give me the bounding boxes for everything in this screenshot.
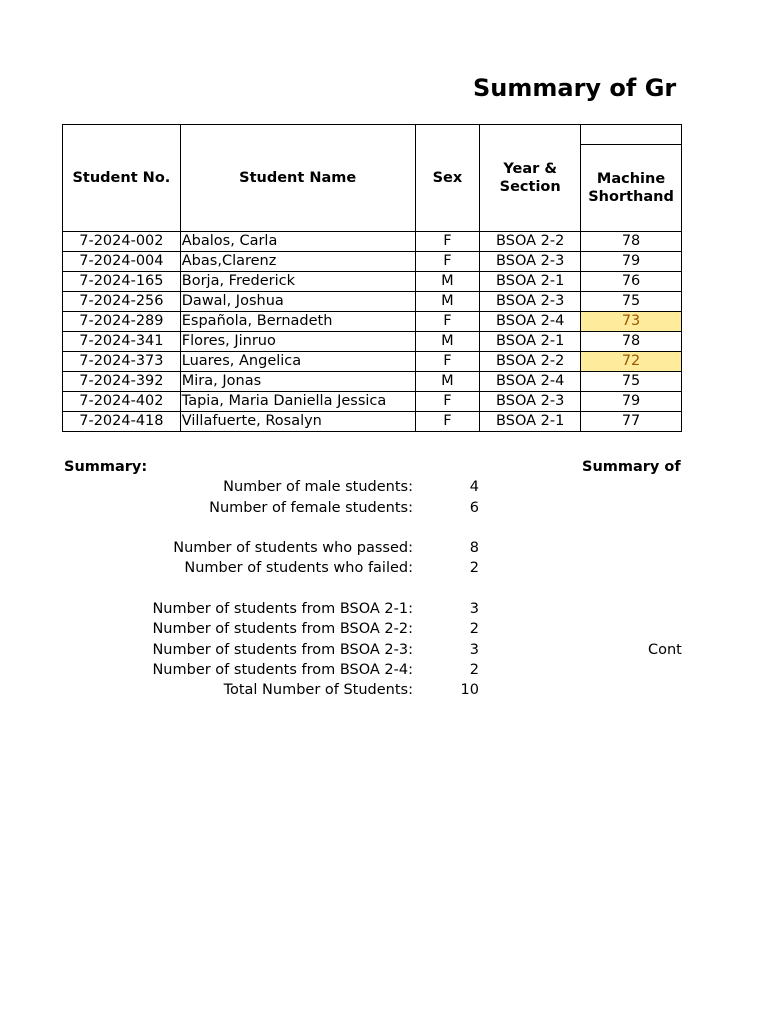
cell-student-name[interactable]: Dawal, Joshua <box>180 292 415 312</box>
cell-year-section[interactable]: BSOA 2-2 <box>480 352 581 372</box>
summary-label[interactable]: Number of students who passed: <box>173 540 413 557</box>
cell-student-no[interactable]: 7-2024-418 <box>63 412 181 432</box>
blank-row <box>64 579 479 599</box>
summary-label[interactable]: Number of female students: <box>209 499 413 516</box>
cell-machine-shorthand[interactable]: 75 <box>581 292 682 312</box>
summary-row-total <box>64 680 479 700</box>
cell-student-no[interactable]: 7-2024-392 <box>63 372 181 392</box>
summary-value[interactable]: 4 <box>469 479 479 496</box>
header-subject-group[interactable] <box>581 125 682 145</box>
header-student-no[interactable]: Student No. <box>63 125 181 232</box>
cell-student-name[interactable]: Abas,Clarenz <box>180 252 415 272</box>
summary-label[interactable]: Number of students from BSOA 2-3: <box>152 641 413 658</box>
table-row <box>63 332 682 352</box>
cell-year-section[interactable]: BSOA 2-1 <box>480 412 581 432</box>
cell-year-section[interactable]: BSOA 2-3 <box>480 392 581 412</box>
cell-student-no[interactable]: 7-2024-002 <box>63 232 181 252</box>
side-cont-text[interactable]: Cont <box>648 642 682 658</box>
summary-label[interactable]: Number of male students: <box>223 479 413 496</box>
cell-machine-shorthand[interactable]: 78 <box>581 232 682 252</box>
cell-machine-shorthand[interactable]: 78 <box>581 332 682 352</box>
cell-sex[interactable]: M <box>415 292 480 312</box>
table-row <box>63 312 682 332</box>
cell-sex[interactable]: F <box>415 392 480 412</box>
cell-sex[interactable]: M <box>415 332 480 352</box>
header-student-name[interactable]: Student Name <box>180 125 415 232</box>
summary-label[interactable]: Number of students from BSOA 2-2: <box>152 621 413 638</box>
table-row <box>63 392 682 412</box>
summary-section <box>64 457 479 701</box>
cell-student-no[interactable]: 7-2024-004 <box>63 252 181 272</box>
cell-sex[interactable]: M <box>415 372 480 392</box>
cell-machine-shorthand[interactable]: 76 <box>581 272 682 292</box>
summary-value[interactable]: 6 <box>469 499 479 516</box>
table-row <box>63 412 682 432</box>
header-year-section[interactable]: Year & Section <box>480 125 581 232</box>
cell-machine-shorthand[interactable]: 79 <box>581 252 682 272</box>
summary-value[interactable]: 2 <box>469 661 479 678</box>
cell-year-section[interactable]: BSOA 2-4 <box>480 372 581 392</box>
cell-machine-shorthand[interactable]: 73 <box>581 312 682 332</box>
blank-row <box>64 518 479 538</box>
cell-student-name[interactable]: Mira, Jonas <box>180 372 415 392</box>
cell-student-name[interactable]: Luares, Angelica <box>180 352 415 372</box>
page-title: Summary of Gr <box>473 74 677 102</box>
cell-student-no[interactable]: 7-2024-373 <box>63 352 181 372</box>
cell-student-name[interactable]: Tapia, Maria Daniella Jessica <box>180 392 415 412</box>
cell-year-section[interactable]: BSOA 2-1 <box>480 272 581 292</box>
summary-label[interactable]: Total Number of Students: <box>223 682 413 699</box>
cell-machine-shorthand[interactable]: 72 <box>581 352 682 372</box>
summary-value[interactable]: 3 <box>469 601 479 618</box>
cell-sex[interactable]: F <box>415 252 480 272</box>
summary-label[interactable]: Number of students from BSOA 2-1: <box>152 601 413 618</box>
table-body <box>63 232 682 432</box>
cell-machine-shorthand[interactable]: 77 <box>581 412 682 432</box>
grades-table <box>62 124 682 432</box>
cell-year-section[interactable]: BSOA 2-3 <box>480 252 581 272</box>
summary-row-bsoa-2-3 <box>64 640 479 660</box>
cell-sex[interactable]: F <box>415 352 480 372</box>
cell-machine-shorthand[interactable]: 79 <box>581 392 682 412</box>
cell-sex[interactable]: F <box>415 312 480 332</box>
table-row <box>63 232 682 252</box>
cell-student-no[interactable]: 7-2024-402 <box>63 392 181 412</box>
table-row <box>63 252 682 272</box>
summary-value[interactable]: 2 <box>469 560 479 577</box>
summary-row-male <box>64 477 479 497</box>
table-row <box>63 372 682 392</box>
summary-value[interactable]: 10 <box>460 682 479 699</box>
cell-student-name[interactable]: Villafuerte, Rosalyn <box>180 412 415 432</box>
table-row <box>63 352 682 372</box>
cell-year-section[interactable]: BSOA 2-1 <box>480 332 581 352</box>
cell-sex[interactable]: F <box>415 232 480 252</box>
cell-machine-shorthand[interactable]: 75 <box>581 372 682 392</box>
cell-student-name[interactable]: Abalos, Carla <box>180 232 415 252</box>
cell-sex[interactable]: F <box>415 412 480 432</box>
summary-label[interactable]: Number of students who failed: <box>184 560 413 577</box>
side-summary-heading[interactable]: Summary of <box>582 459 681 475</box>
header-machine-shorthand[interactable]: Machine Shorthand <box>581 145 682 232</box>
cell-student-no[interactable]: 7-2024-256 <box>63 292 181 312</box>
cell-student-no[interactable]: 7-2024-289 <box>63 312 181 332</box>
header-sex[interactable]: Sex <box>415 125 480 232</box>
table-row <box>63 292 682 312</box>
summary-value[interactable]: 2 <box>469 621 479 638</box>
cell-sex[interactable]: M <box>415 272 480 292</box>
cell-student-no[interactable]: 7-2024-341 <box>63 332 181 352</box>
summary-row-passed <box>64 538 479 558</box>
table-row <box>63 272 682 292</box>
cell-year-section[interactable]: BSOA 2-3 <box>480 292 581 312</box>
cell-student-name[interactable]: Flores, Jinruo <box>180 332 415 352</box>
summary-row-bsoa-2-2 <box>64 619 479 639</box>
cell-student-name[interactable]: Borja, Frederick <box>180 272 415 292</box>
cell-student-no[interactable]: 7-2024-165 <box>63 272 181 292</box>
summary-row-female <box>64 498 479 518</box>
cell-year-section[interactable]: BSOA 2-2 <box>480 232 581 252</box>
cell-student-name[interactable]: Española, Bernadeth <box>180 312 415 332</box>
cell-year-section[interactable]: BSOA 2-4 <box>480 312 581 332</box>
summary-row-failed <box>64 558 479 578</box>
summary-row-bsoa-2-1 <box>64 599 479 619</box>
summary-value[interactable]: 3 <box>469 641 479 658</box>
summary-value[interactable]: 8 <box>469 540 479 557</box>
summary-row-bsoa-2-4 <box>64 660 479 680</box>
summary-label[interactable]: Number of students from BSOA 2-4: <box>152 661 413 678</box>
summary-heading: Summary: <box>64 459 148 475</box>
